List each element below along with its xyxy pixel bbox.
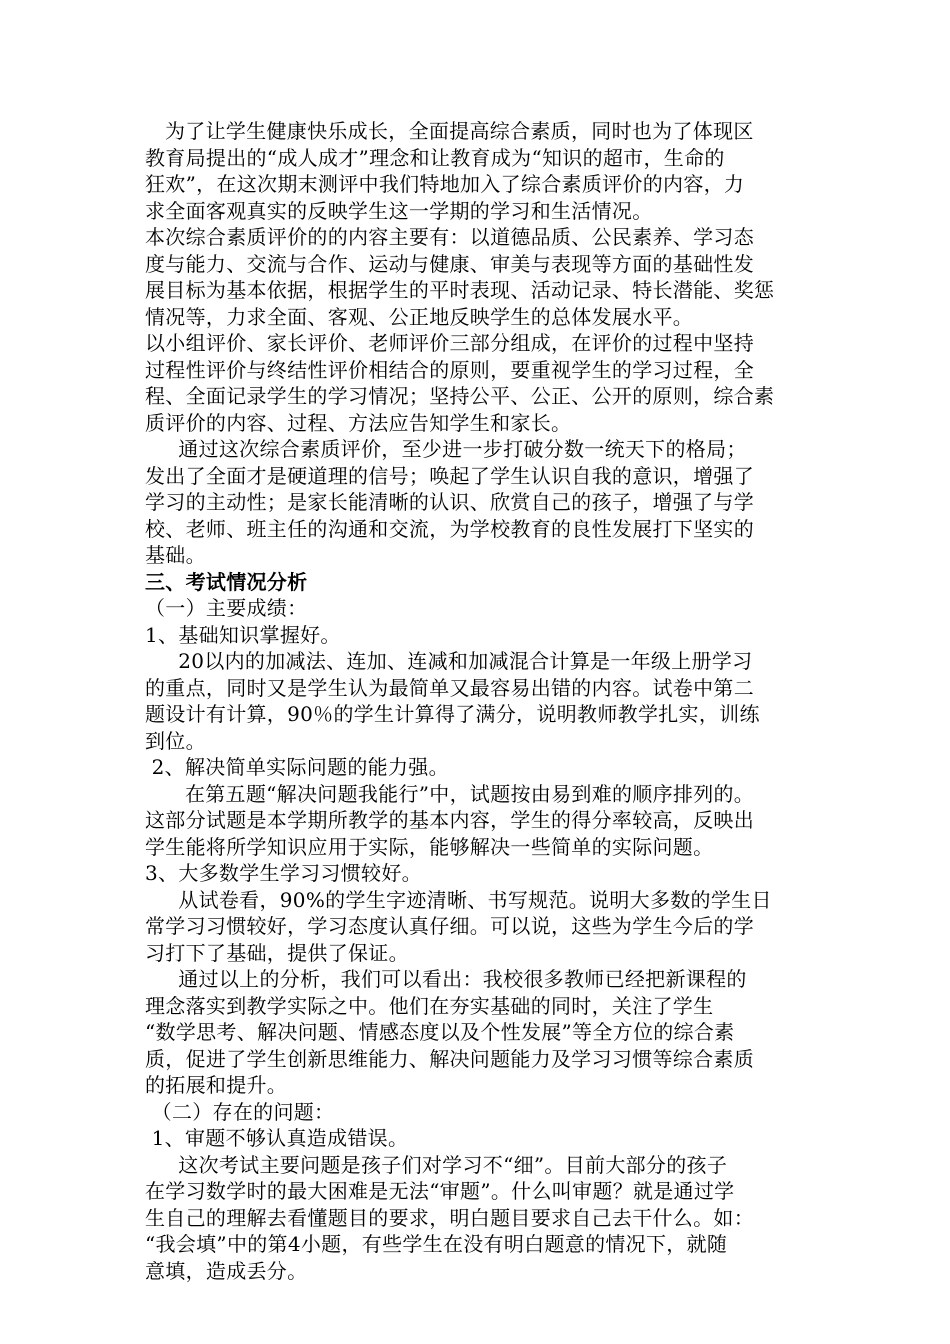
text-line: （一）主要成绩：: [145, 596, 308, 620]
text-line: 这次考试主要问题是孩子们对学习不“细”。目前大部分的孩子: [145, 1152, 728, 1177]
text-line: 基础。: [145, 543, 206, 567]
text-line: 常学习习惯较好，学习态度认真仔细。可以说，这些为学生今后的学: [145, 914, 754, 938]
text-line: 通过这次综合素质评价，至少进一步打破分数一统天下的格局；: [145, 437, 747, 461]
section-heading: 三、考试情况分析: [145, 569, 308, 594]
text-line: （二）存在的问题：: [145, 1099, 335, 1124]
text-line: 3、大多数学生学习习惯较好。: [145, 861, 422, 885]
text-line: 狂欢”，在这次期末测评中我们特地加入了综合素质评价的内容，力: [145, 172, 745, 196]
text-line: 展目标为基本依据，根据学生的平时表现、活动记录、特长潜能、奖惩: [145, 278, 775, 302]
text-line: 学习的主动性；是家长能清晰的认识、欣赏自己的孩子，增强了与学: [145, 490, 754, 514]
text-line: “我会填”中的第4小题，有些学生在没有明白题意的情况下，就随: [145, 1232, 728, 1256]
text-line: 理念落实到教学实际之中。他们在夯实基础的同时，关注了学生: [145, 993, 714, 1018]
text-line: 从试卷看，90%的学生字迹清晰、书写规范。说明大多数的学生日: [145, 887, 772, 912]
text-line: 生自己的理解去看懂题目的要求，明白题目要求自己去干什么。如：: [145, 1205, 754, 1230]
text-line: 20以内的加减法、连加、连减和加减混合计算是一年级上册学习: [145, 649, 753, 673]
text-line: 本次综合素质评价的的内容主要有：以道德品质、公民素养、学习态: [145, 225, 754, 249]
text-line: 程、全面记录学生的学习情况；坚持公平、公正、公开的原则，综合素: [145, 384, 775, 408]
text-line: 在第五题“解决问题我能行”中，试题按由易到难的顺序排列的。: [145, 781, 755, 806]
text-line: 通过以上的分析，我们可以看出：我校很多教师已经把新课程的: [145, 967, 747, 991]
text-line: 的重点，同时又是学生认为最简单又最容易出错的内容。试卷中第二: [145, 675, 754, 700]
text-line: 求全面客观真实的反映学生这一学期的学习和生活情况。: [145, 198, 653, 223]
text-line: 习打下了基础，提供了保证。: [145, 940, 409, 965]
text-line: 在学习数学时的最大困难是无法“审题”。什么叫审题？就是通过学: [145, 1179, 735, 1203]
text-line: 情况等，力求全面、客观、公正地反映学生的总体发展水平。: [145, 304, 694, 329]
text-line: 到位。: [145, 728, 206, 753]
text-line: 为了让学生健康快乐成长，全面提高综合素质，同时也为了体现区: [145, 119, 754, 143]
text-line: 的拓展和提升。: [145, 1073, 288, 1097]
document-page: [145, 118, 815, 1284]
text-line: 发出了全面才是硬道理的信号；唤起了学生认识自我的意识，增强了: [145, 463, 754, 488]
text-line: 意填，造成丢分。: [145, 1258, 308, 1283]
text-line: 教育局提出的“成人成才”理念和让教育成为“知识的超市，生命的: [145, 145, 725, 170]
text-line: 质，促进了学生创新思维能力、解决问题能力及学习习惯等综合素质: [145, 1046, 754, 1071]
text-line: 这部分试题是本学期所教学的基本内容，学生的得分率较高，反映出: [145, 808, 754, 832]
text-line: 质评价的内容、过程、方法应告知学生和家长。: [145, 410, 572, 435]
text-line: 学生能将所学知识应用于实际，能够解决一些简单的实际问题。: [145, 834, 714, 859]
text-line: 校、老师、班主任的沟通和交流，为学校教育的良性发展打下坚实的: [145, 516, 754, 541]
text-line: “数学思考、解决问题、情感态度以及个性发展”等全方位的综合素: [145, 1020, 735, 1044]
text-line: 2、解决简单实际问题的能力强。: [145, 755, 449, 779]
text-line: 题设计有计算，90％的学生计算得了满分，说明教师教学扎实，训练: [145, 702, 760, 726]
text-line: 以小组评价、家长评价、老师评价三部分组成，在评价的过程中坚持: [145, 331, 754, 355]
text-line: 1、基础知识掌握好。: [145, 622, 341, 647]
text-line: 过程性评价与终结性评价相结合的原则，要重视学生的学习过程，全: [145, 357, 754, 382]
text-line: 度与能力、交流与合作、运动与健康、审美与表现等方面的基础性发: [145, 251, 754, 276]
text-line: 1、审题不够认真造成错误。: [145, 1126, 409, 1150]
